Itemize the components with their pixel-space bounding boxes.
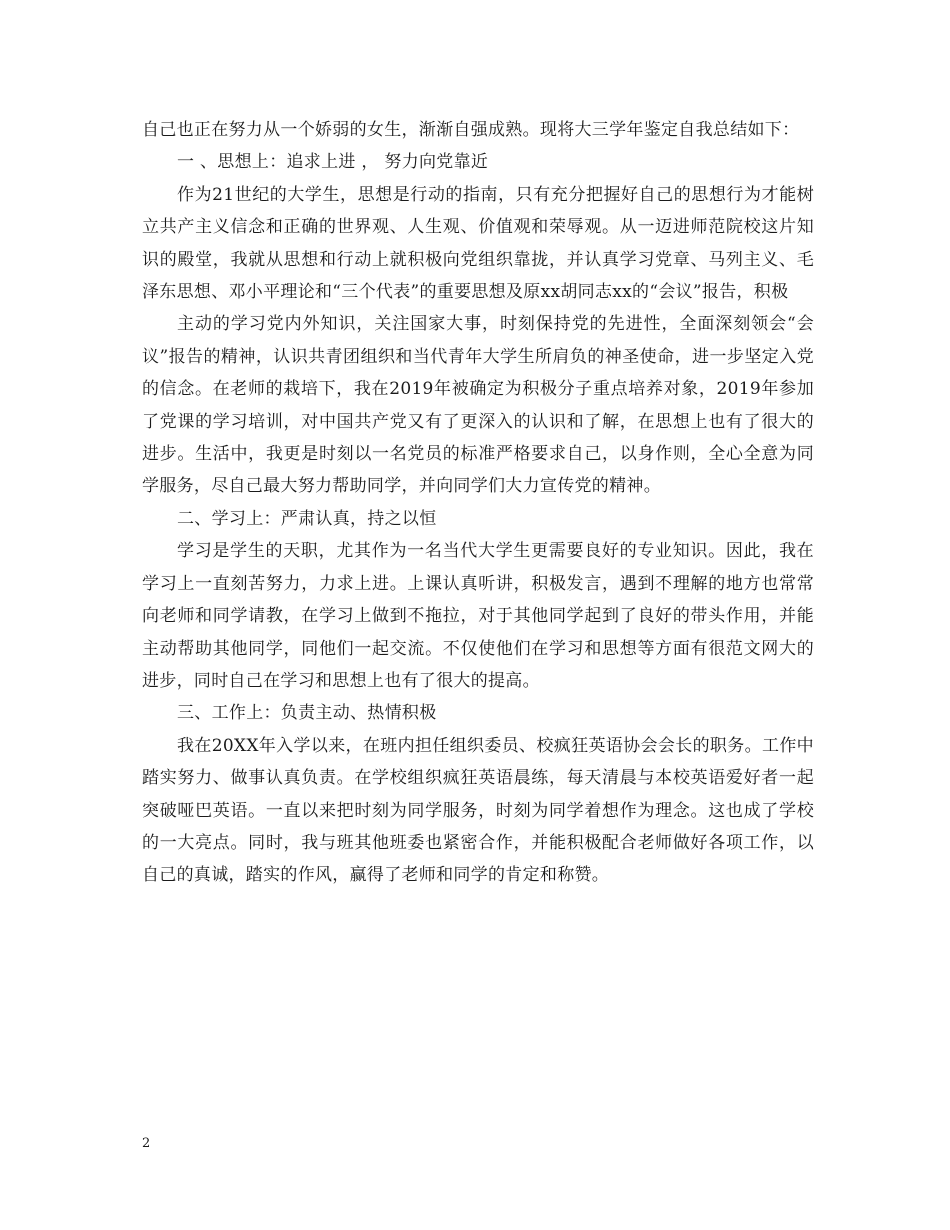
paragraph-intro-continuation: 自己也正在努力从一个娇弱的女生，渐渐自强成熟。现将大三学年鉴定自我总结如下： (142, 120, 800, 140)
heading-study: 二、学习上：严肃认真，持之以恒 (177, 508, 437, 529)
paragraph-thought-1: 作为21世纪的大学生，思想是行动的指南，只有充分把握好自己的思想行为才能树立共产主义信念和正确的世界观、人生观、价值观和荣辱观。从一迈进师范院校这片知识的殿堂，我就从思想和行动上就积极向党组织靠拢，并认真学习党章、马列主义、毛泽东思想、邓小平理论和“三个代表”的重要思想及原xx胡同志xx的“会议”报告，积极 (142, 184, 814, 303)
heading-work: 三、工作上：负责主动、热情积极 (177, 703, 437, 724)
paragraph-work: 我在20XX年入学以来，在班内担任组织委员、校疯狂英语协会会长的职务。工作中踏实努力、做事认真负责。在学校组织疯狂英语晨练，每天清晨与本校英语爱好者一起突破哑巴英语。一直以来把时刻为同学服务，时刻为同学着想作为理念。这也成了学校的一大亮点。同时，我与班其他班委也紧密合作，并能积极配合老师做好各项工作，以自己的真诚，踏实的作风，赢得了老师和同学的肯定和称赞。 (142, 735, 814, 886)
paragraph-study: 学习是学生的天职，尤其作为一名当代大学生更需要良好的专业知识。因此，我在学习上一直刻苦努力，力求上进。上课认真听讲，积极发言，遇到不理解的地方也常常向老师和同学请教，在学习上做到不拖拉，对于其他同学起到了良好的带头作用，并能主动帮助其他同学，同他们一起交流。不仅使他们在学习和思想等方面有很范文网大的进步，同时自己在学习和思想上也有了很大的提高。 (142, 541, 814, 691)
heading-thought: 一 、思想上：追求上进 ， 努力向党靠近 (177, 152, 489, 173)
document-body (142, 114, 814, 892)
paragraph-thought-2: 主动的学习党内外知识，关注国家大事，时刻保持党的先进性，全面深刻领会“会议”报告的精神，认识共青团组织和当代青年大学生所肩负的神圣使命，进一步坚定入党的信念。在老师的栽培下，我在2019年被确定为积极分子重点培养对象，2019年参加了党课的学习培训，对中国共产党又有了更深入的认识和了解，在思想上也有了很大的进步。生活中，我更是时刻以一名党员的标准严格要求自己，以身作则，全心全意为同学服务，尽自己最大努力帮助同学，并向同学们大力宣传党的精神。 (142, 314, 814, 497)
page-number: 2 (142, 1136, 151, 1151)
